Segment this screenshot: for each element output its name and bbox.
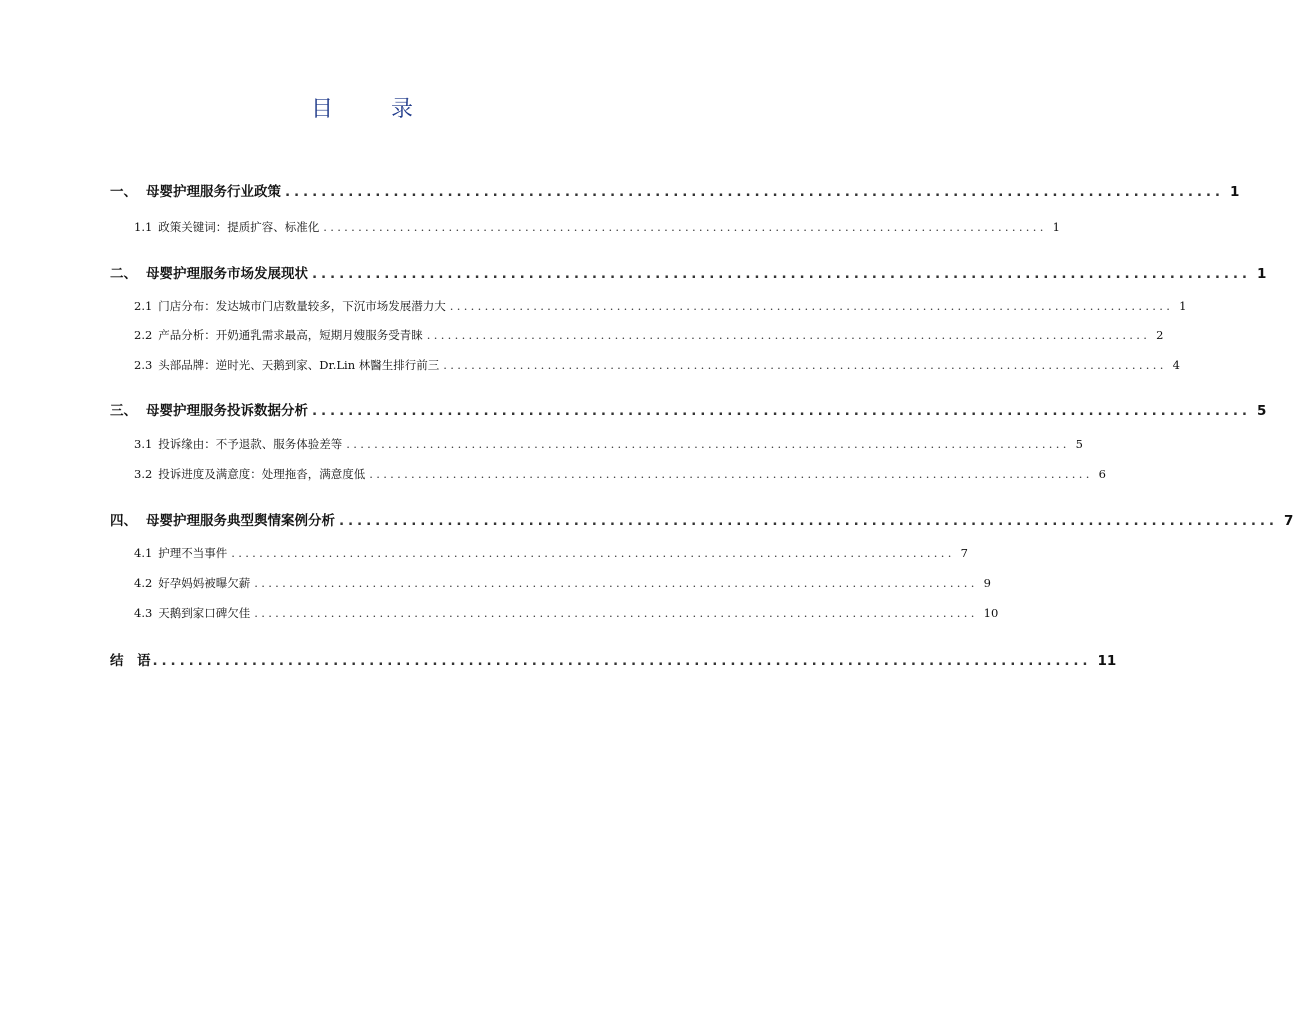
toc-entry-number: 3.1	[134, 437, 153, 451]
toc-entry-page: 4	[1172, 358, 1180, 372]
toc-leader-dots: ........................................................................................................	[285, 184, 1224, 200]
toc-entry-number: 2.1	[134, 299, 153, 313]
toc-entry-label: 好孕妈妈被曝欠薪	[158, 576, 251, 590]
toc-entry-number: 三、	[110, 403, 137, 419]
toc-entry-page: 1	[1229, 184, 1240, 200]
toc-entry-number: 1.1	[134, 220, 153, 234]
toc-entry-page: 5	[1256, 403, 1267, 419]
toc-entry-2-1[interactable]	[134, 298, 1187, 314]
toc-entry-page: 1	[1052, 220, 1060, 234]
toc-entry-label: 母婴护理服务市场发展现状	[146, 266, 308, 282]
toc-entry-4-3[interactable]	[134, 605, 999, 621]
toc-entry-label: 门店分布：发达城市门店数量较多，下沉市场发展潜力大	[158, 299, 446, 313]
toc-entry-3-1[interactable]	[134, 436, 1083, 452]
toc-leader-dots: ........................................................................................................	[254, 576, 978, 590]
toc-entry-number: 4.3	[134, 606, 153, 620]
toc-entry-label: 护理不当事件	[158, 546, 228, 560]
toc-entry-page: 5	[1075, 437, 1083, 451]
toc-entry-number: 4.2	[134, 576, 153, 590]
toc-entry-page: 1	[1256, 266, 1267, 282]
toc-entry-page: 10	[983, 606, 999, 620]
toc-entry-label: 头部品牌：逆时光、天鹅到家、Dr.Lin 林醫生排行前三	[158, 358, 440, 372]
toc-leader-dots: ........................................................................................................	[426, 328, 1151, 342]
toc-leader-dots: ........................................................................................................	[152, 653, 1092, 669]
page-title: 目 录	[310, 97, 431, 122]
toc-entry-number: 2.2	[134, 328, 153, 342]
toc-entry-page: 7	[960, 546, 968, 560]
toc-entry-page: 11	[1097, 653, 1117, 669]
toc-entry-label: 投诉进度及满意度：处理拖沓，满意度低	[158, 467, 366, 481]
toc-leader-dots: ........................................................................................................	[346, 437, 1070, 451]
toc-entry-label: 结 语	[110, 653, 151, 669]
toc-entry-label: 母婴护理服务行业政策	[146, 184, 281, 200]
toc-entry-section-1[interactable]	[110, 180, 1240, 200]
toc-leader-dots: ........................................................................................................	[312, 266, 1251, 282]
toc-entry-number: 四、	[110, 513, 137, 529]
toc-leader-dots: ........................................................................................................	[231, 546, 955, 560]
toc-entry-label: 产品分析：开奶通乳需求最高，短期月嫂服务受青睐	[158, 328, 423, 342]
toc-entry-4-1[interactable]	[134, 545, 968, 561]
toc-entry-number: 一、	[110, 184, 137, 200]
toc-entry-page: 1	[1179, 299, 1187, 313]
toc-entry-label: 母婴护理服务典型舆情案例分析	[146, 513, 335, 529]
toc-entry-page: 7	[1283, 513, 1293, 529]
toc-entry-page: 2	[1156, 328, 1164, 342]
toc-leader-dots: ........................................................................................................	[449, 299, 1174, 313]
toc-leader-dots: ........................................................................................................	[339, 513, 1278, 529]
toc-entry-label: 投诉缘由：不予退款、服务体验差等	[158, 437, 343, 451]
toc-leader-dots: ........................................................................................................	[312, 403, 1251, 419]
toc-leader-dots: ........................................................................................................	[323, 220, 1047, 234]
toc-entry-label: 政策关键词：提质扩容、标准化	[158, 220, 320, 234]
toc-entry-2-3[interactable]	[134, 357, 1180, 373]
toc-leader-dots: ........................................................................................................	[254, 606, 978, 620]
toc-entry-2-2[interactable]	[134, 327, 1164, 343]
toc-entry-section-3[interactable]	[110, 399, 1267, 419]
toc-leader-dots: ........................................................................................................	[443, 358, 1167, 372]
toc-entry-section-4[interactable]	[110, 509, 1293, 529]
toc-entry-number: 二、	[110, 266, 137, 282]
toc-entry-3-2[interactable]	[134, 466, 1106, 482]
toc-entry-label: 母婴护理服务投诉数据分析	[146, 403, 308, 419]
toc-entry-page: 9	[983, 576, 991, 590]
toc-entry-4-2[interactable]	[134, 575, 991, 591]
toc-entry-conclusion[interactable]	[110, 649, 1117, 669]
toc-entry-number: 2.3	[134, 358, 153, 372]
toc-entry-section-2[interactable]	[110, 262, 1267, 282]
toc-entry-1-1[interactable]	[134, 219, 1060, 235]
toc-leader-dots: ........................................................................................................	[369, 467, 1093, 481]
toc-entry-number: 3.2	[134, 467, 153, 481]
toc-entry-page: 6	[1098, 467, 1106, 481]
toc-entry-number: 4.1	[134, 546, 153, 560]
toc-entry-label: 天鹅到家口碑欠佳	[158, 606, 251, 620]
